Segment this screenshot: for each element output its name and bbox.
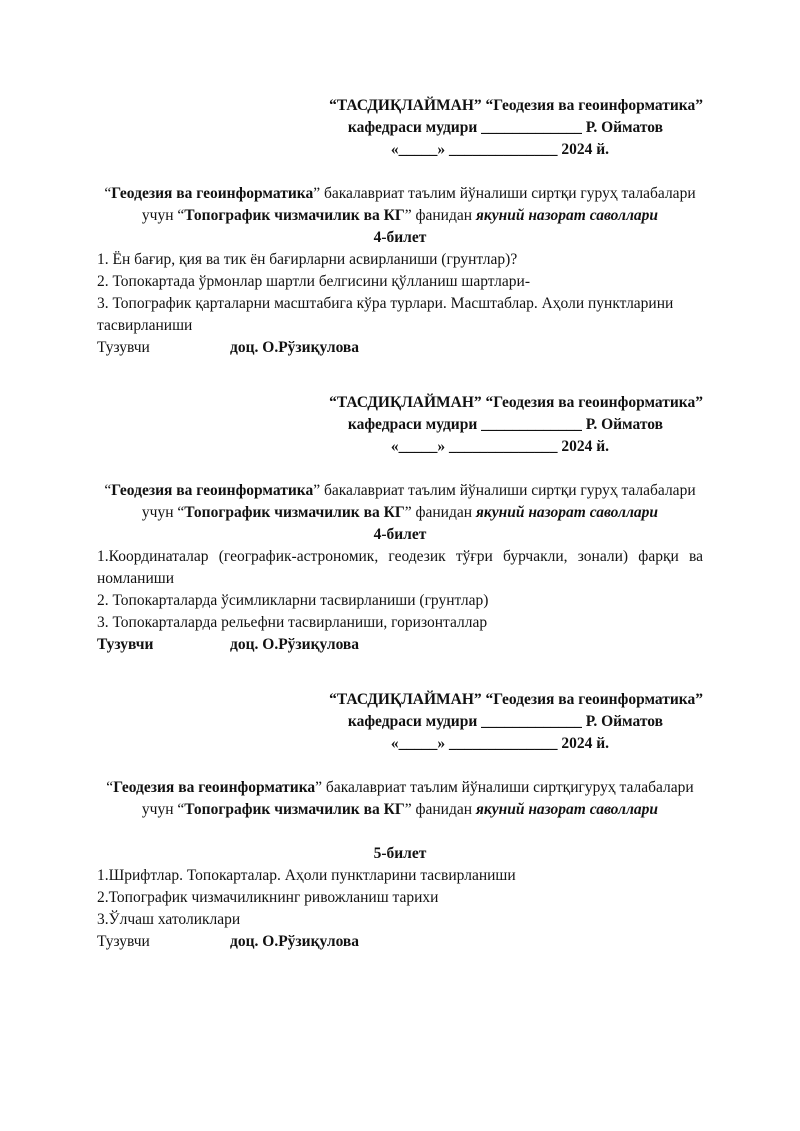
question-item: 3.Ўлчаш хатоликлари [97, 911, 241, 928]
title-exam-type: якуний назорат саволлари [475, 504, 659, 521]
ticket-section-3 [97, 689, 703, 953]
title-exam-type: якуний назорат саволлари [475, 207, 659, 224]
title-exam-type: якуний назорат саволлари [475, 801, 659, 818]
approval-line-1: “ТАСДИҚЛАЙМАН” “Геодезия ва геоинформатика” [329, 691, 703, 708]
title-subject-suffix: ” фанидан [404, 801, 476, 818]
question-item: 1.Координаталар (географик-астрономик, геодезик тўғри бурчакли, зонали) фарқи ва номланиши [97, 548, 703, 587]
approval-line-2: кафедраси мудири _____________ Р. Ойматов [347, 713, 663, 730]
title-program: ” бакалавриат таълим йўналиши сиртқи гуруҳ талабалари учун “ [141, 482, 696, 521]
title-department: Геодезия ва геоинформатика [113, 779, 316, 796]
author-role: Тузувчи [97, 636, 154, 653]
title-quote-open: “ [104, 482, 112, 499]
title-subject: Топографик чизмачилик ва КГ [184, 801, 405, 818]
title-department: Геодезия ва геоинформатика [111, 482, 314, 499]
title-quote-open: “ [104, 185, 112, 202]
author-role: Тузувчи [97, 933, 150, 950]
question-item: 2.Топографик чизмачиликнинг ривожланиш тарихи [97, 889, 439, 906]
approval-line-2: кафедраси мудири _____________ Р. Ойматов [347, 416, 663, 433]
exam-title [97, 183, 703, 227]
approval-header [97, 392, 703, 458]
question-item: 1.Шрифтлар. Топокарталар. Аҳоли пунктларини тасвирланиши [97, 867, 516, 884]
author-line [97, 931, 703, 953]
title-quote-open: “ [106, 779, 114, 796]
approval-line-1: “ТАСДИҚЛАЙМАН” “Геодезия ва геоинформатика” [329, 97, 703, 114]
author-name: доц. О.Рўзиқулова [230, 339, 360, 356]
ticket-section-1 [97, 95, 703, 359]
title-department: Геодезия ва геоинформатика [111, 185, 314, 202]
approval-line-1: “ТАСДИҚЛАЙМАН” “Геодезия ва геоинформатика” [329, 394, 703, 411]
approval-line-3: «_____» ______________ 2024 й. [390, 735, 609, 752]
exam-title [97, 480, 703, 524]
title-subject: Топографик чизмачилик ва КГ [184, 207, 405, 224]
title-program: ” бакалавриат таълим йўналиши сиртқигуруҳ талабалари учун “ [141, 779, 694, 818]
approval-line-3: «_____» ______________ 2024 й. [390, 141, 609, 158]
author-role: Тузувчи [97, 339, 150, 356]
author-line [97, 337, 703, 359]
approval-header [97, 689, 703, 755]
exam-title [97, 777, 703, 821]
question-item: 3. Топокарталарда рельефни тасвирланиши, горизонталлар [97, 614, 488, 631]
approval-line-2: кафедраси мудири _____________ Р. Ойматов [347, 119, 663, 136]
approval-header [97, 95, 703, 161]
question-item: 2. Топокартада ўрмонлар шартли белгисини қўлланиш шартлари- [97, 273, 531, 290]
author-name: доц. О.Рўзиқулова [230, 933, 360, 950]
title-subject-suffix: ” фанидан [404, 207, 476, 224]
question-item: 2. Топокарталарда ўсимликларни тасвирланиши (грунтлар) [97, 592, 489, 609]
title-subject: Топографик чизмачилик ва КГ [184, 504, 405, 521]
ticket-number: 5-билет [373, 845, 427, 862]
title-program: ” бакалавриат таълим йўналиши сиртқи гуруҳ талабалари учун “ [141, 185, 696, 224]
ticket-number: 4-билет [373, 526, 427, 543]
author-name: доц. О.Рўзиқулова [230, 636, 360, 653]
ticket-number: 4-билет [373, 229, 427, 246]
author-line [97, 634, 703, 656]
spacer [97, 821, 703, 843]
ticket-section-2 [97, 392, 703, 656]
question-item: 3. Топографик қарталарни масштабига кўра турлари. Масштаблар. Аҳоли пунктларини тасвирланиши [97, 295, 674, 334]
approval-line-3: «_____» ______________ 2024 й. [390, 438, 609, 455]
question-item: 1. Ён бағир, қия ва тик ён бағирларни асвирланиши (грунтлар)? [97, 251, 518, 268]
title-subject-suffix: ” фанидан [404, 504, 476, 521]
